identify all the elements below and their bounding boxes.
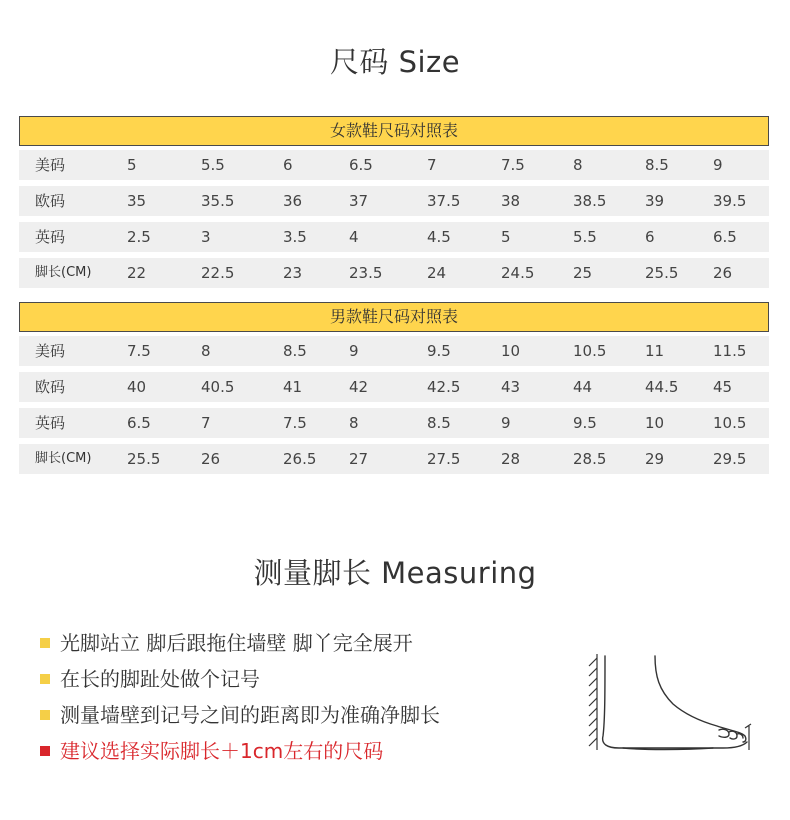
table-cell: 4.5 xyxy=(427,228,451,246)
measuring-step xyxy=(40,626,440,662)
men-size-table xyxy=(19,302,769,474)
table-cell: 9 xyxy=(713,156,723,174)
women-table-rows xyxy=(19,150,769,288)
women-table-header: 女款鞋尺码对照表 xyxy=(19,116,769,146)
table-cell: 42.5 xyxy=(427,378,461,396)
table-cell: 8 xyxy=(349,414,359,432)
table-row xyxy=(19,336,769,366)
table-cell: 7 xyxy=(201,414,211,432)
table-cell: 28.5 xyxy=(573,450,607,468)
bullet-square-icon xyxy=(40,674,50,684)
measuring-step xyxy=(40,662,440,698)
table-cell: 44 xyxy=(573,378,593,396)
table-cell: 8.5 xyxy=(645,156,669,174)
table-cell: 6 xyxy=(645,228,655,246)
wall-hatching xyxy=(589,654,597,750)
foot-outline xyxy=(603,656,747,750)
table-cell: 7.5 xyxy=(501,156,525,174)
table-cell: 7.5 xyxy=(283,414,307,432)
table-cell: 27.5 xyxy=(427,450,461,468)
table-cell: 3.5 xyxy=(283,228,307,246)
table-cell: 8 xyxy=(201,342,211,360)
table-cell: 7.5 xyxy=(127,342,151,360)
table-cell: 10.5 xyxy=(573,342,607,360)
bullet-square-icon xyxy=(40,638,50,648)
step-text: 测量墙壁到记号之间的距离即为准确净脚长 xyxy=(60,703,440,727)
table-cell: 8 xyxy=(573,156,583,174)
table-cell: 11 xyxy=(645,342,665,360)
table-cell: 24 xyxy=(427,264,447,282)
table-row xyxy=(19,222,769,252)
row-label: 脚长(CM) xyxy=(35,451,92,466)
table-cell: 6.5 xyxy=(127,414,151,432)
table-cell: 43 xyxy=(501,378,521,396)
table-cell: 10 xyxy=(501,342,521,360)
table-cell: 7 xyxy=(427,156,437,174)
foot-measuring-illustration xyxy=(583,650,753,760)
row-label: 脚长(CM) xyxy=(35,265,92,280)
table-row xyxy=(19,186,769,216)
women-size-table xyxy=(19,116,769,288)
table-cell: 5 xyxy=(501,228,511,246)
table-row xyxy=(19,408,769,438)
table-cell: 35 xyxy=(127,192,147,210)
table-cell: 9 xyxy=(501,414,511,432)
table-cell: 29.5 xyxy=(713,450,747,468)
table-cell: 9 xyxy=(349,342,359,360)
table-cell: 22.5 xyxy=(201,264,235,282)
table-cell: 25.5 xyxy=(127,450,161,468)
table-cell: 24.5 xyxy=(501,264,535,282)
table-cell: 8.5 xyxy=(283,342,307,360)
table-row xyxy=(19,258,769,288)
table-cell: 40.5 xyxy=(201,378,235,396)
table-cell: 2.5 xyxy=(127,228,151,246)
table-cell: 45 xyxy=(713,378,733,396)
table-cell: 29 xyxy=(645,450,665,468)
step-text: 在长的脚趾处做个记号 xyxy=(60,667,260,691)
row-label: 欧码 xyxy=(35,192,66,210)
table-cell: 41 xyxy=(283,378,303,396)
table-cell: 28 xyxy=(501,450,521,468)
bullet-square-icon xyxy=(40,746,50,756)
table-cell: 6 xyxy=(283,156,293,174)
measuring-step xyxy=(40,734,440,770)
table-cell: 35.5 xyxy=(201,192,235,210)
table-cell: 39 xyxy=(645,192,665,210)
table-cell: 37 xyxy=(349,192,369,210)
row-label: 美码 xyxy=(35,342,66,360)
row-label: 英码 xyxy=(35,414,66,432)
table-cell: 37.5 xyxy=(427,192,461,210)
table-row xyxy=(19,372,769,402)
table-cell: 4 xyxy=(349,228,359,246)
row-label: 英码 xyxy=(35,228,66,246)
measuring-step xyxy=(40,698,440,734)
measuring-steps xyxy=(40,626,440,770)
table-cell: 22 xyxy=(127,264,147,282)
row-label: 欧码 xyxy=(35,378,66,396)
table-cell: 25.5 xyxy=(645,264,679,282)
table-cell: 39.5 xyxy=(713,192,747,210)
table-cell: 26 xyxy=(713,264,733,282)
table-cell: 5 xyxy=(127,156,137,174)
table-cell: 5.5 xyxy=(201,156,225,174)
row-label: 美码 xyxy=(35,156,66,174)
table-cell: 6.5 xyxy=(349,156,373,174)
bullet-square-icon xyxy=(40,710,50,720)
table-row xyxy=(19,444,769,474)
table-cell: 10.5 xyxy=(713,414,747,432)
table-cell: 38.5 xyxy=(573,192,607,210)
table-cell: 23 xyxy=(283,264,303,282)
step-text: 光脚站立 脚后跟拖住墙壁 脚丫完全展开 xyxy=(60,631,413,655)
step-text: 建议选择实际脚长＋1cm左右的尺码 xyxy=(60,739,384,763)
table-cell: 38 xyxy=(501,192,521,210)
size-title: 尺码 Size xyxy=(329,45,461,79)
table-cell: 6.5 xyxy=(713,228,737,246)
table-cell: 23.5 xyxy=(349,264,383,282)
table-cell: 9.5 xyxy=(573,414,597,432)
measuring-title: 测量脚长 Measuring xyxy=(253,556,537,590)
table-row xyxy=(19,150,769,180)
table-cell: 40 xyxy=(127,378,147,396)
men-table-rows xyxy=(19,336,769,474)
table-cell: 42 xyxy=(349,378,369,396)
table-cell: 44.5 xyxy=(645,378,679,396)
table-cell: 8.5 xyxy=(427,414,451,432)
table-cell: 3 xyxy=(201,228,211,246)
table-cell: 9.5 xyxy=(427,342,451,360)
table-cell: 36 xyxy=(283,192,303,210)
table-cell: 10 xyxy=(645,414,665,432)
table-cell: 26 xyxy=(201,450,221,468)
table-cell: 11.5 xyxy=(713,342,747,360)
table-cell: 5.5 xyxy=(573,228,597,246)
table-cell: 27 xyxy=(349,450,369,468)
men-table-header: 男款鞋尺码对照表 xyxy=(19,302,769,332)
table-cell: 26.5 xyxy=(283,450,317,468)
table-cell: 25 xyxy=(573,264,593,282)
